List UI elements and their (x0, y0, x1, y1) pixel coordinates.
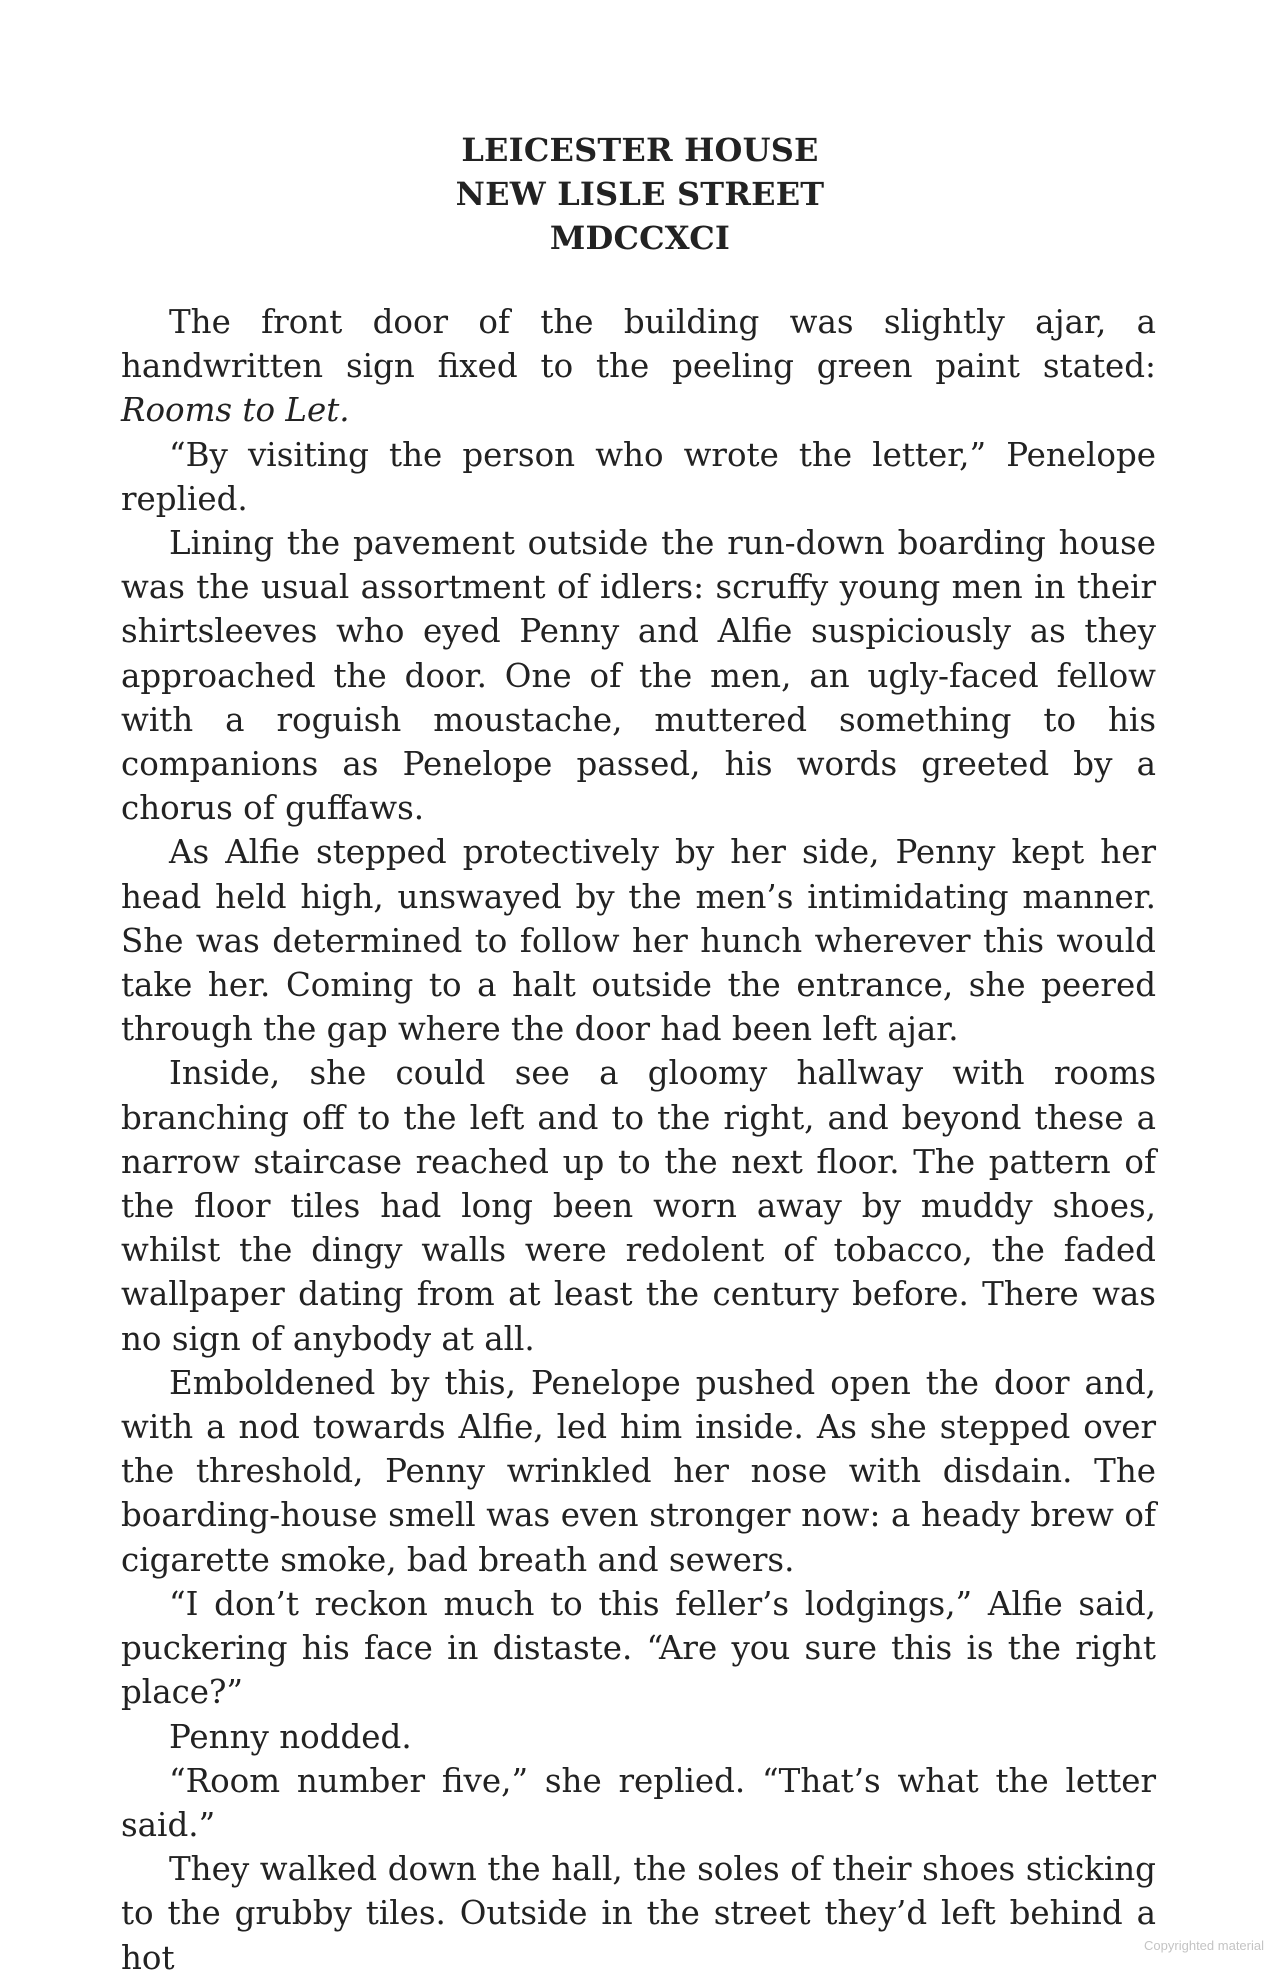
paragraph-3: Lining the pavement outside the run-down boarding house was the usual assortment of idlers: scruffy young men in their shirtsleeves who eyed Penny and Alfie suspiciously as they approached the door. One of the men, an ugly-faced fellow with a roguish moustache, muttered something to his companions as Penelope passed, his words greeted by a chorus of guffaws. (121, 524, 1156, 828)
paragraph-1-text: The front door of the building was slightly ajar, a handwritten sign fixed to the peeling green paint stated: (121, 303, 1156, 386)
chapter-heading (0, 128, 1280, 260)
heading-line-1: LEICESTER HOUSE (461, 131, 819, 169)
body-text (121, 300, 1156, 1980)
paragraph-9: “Room number five,” she replied. “That’s what the letter said.” (121, 1761, 1156, 1844)
paragraph-4: As Alfie stepped protectively by her side, Penny kept her head held high, unswayed by the men’s intimidating manner. She was determined to follow her hunch wherever this would take her. Coming to a halt outside the entrance, she peered through the gap where the door had been left ajar. (121, 833, 1156, 1049)
paragraph-7: “I don’t reckon much to this feller’s lodgings,” Alfie said, puckering his face in distaste. “Are you sure this is the right place?” (121, 1584, 1156, 1712)
copyright-watermark: Copyrighted material (1144, 1938, 1264, 1953)
paragraph-5: Inside, she could see a gloomy hallway with rooms branching off to the left and to the right, and beyond these a narrow staircase reached up to the next floor. The pattern of the floor tiles had long been worn away by muddy shoes, whilst the dingy walls were redolent of tobacco, the faded wallpaper dating from at least the century before. There was no sign of anybody at all. (121, 1054, 1156, 1358)
heading-line-2: NEW LISLE STREET (455, 175, 825, 213)
paragraph-1 (121, 300, 1156, 433)
paragraph-1-italic: Rooms to Let. (121, 391, 350, 430)
paragraph-6: Emboldened by this, Penelope pushed open the door and, with a nod towards Alfie, led him inside. As she stepped over the threshold, Penny wrinkled her nose with disdain. The boarding-house smell was even stronger now: a heady brew of cigarette smoke, bad breath and sewers. (121, 1363, 1156, 1579)
paragraph-2: “By visiting the person who wrote the letter,” Penelope replied. (121, 435, 1156, 518)
paragraph-10: They walked down the hall, the soles of their shoes sticking to the grubby tiles. Outside in the street they’d left behind a hot (121, 1850, 1156, 1977)
paragraph-8: Penny nodded. (169, 1717, 412, 1756)
heading-line-3: MDCCXCI (549, 219, 731, 257)
